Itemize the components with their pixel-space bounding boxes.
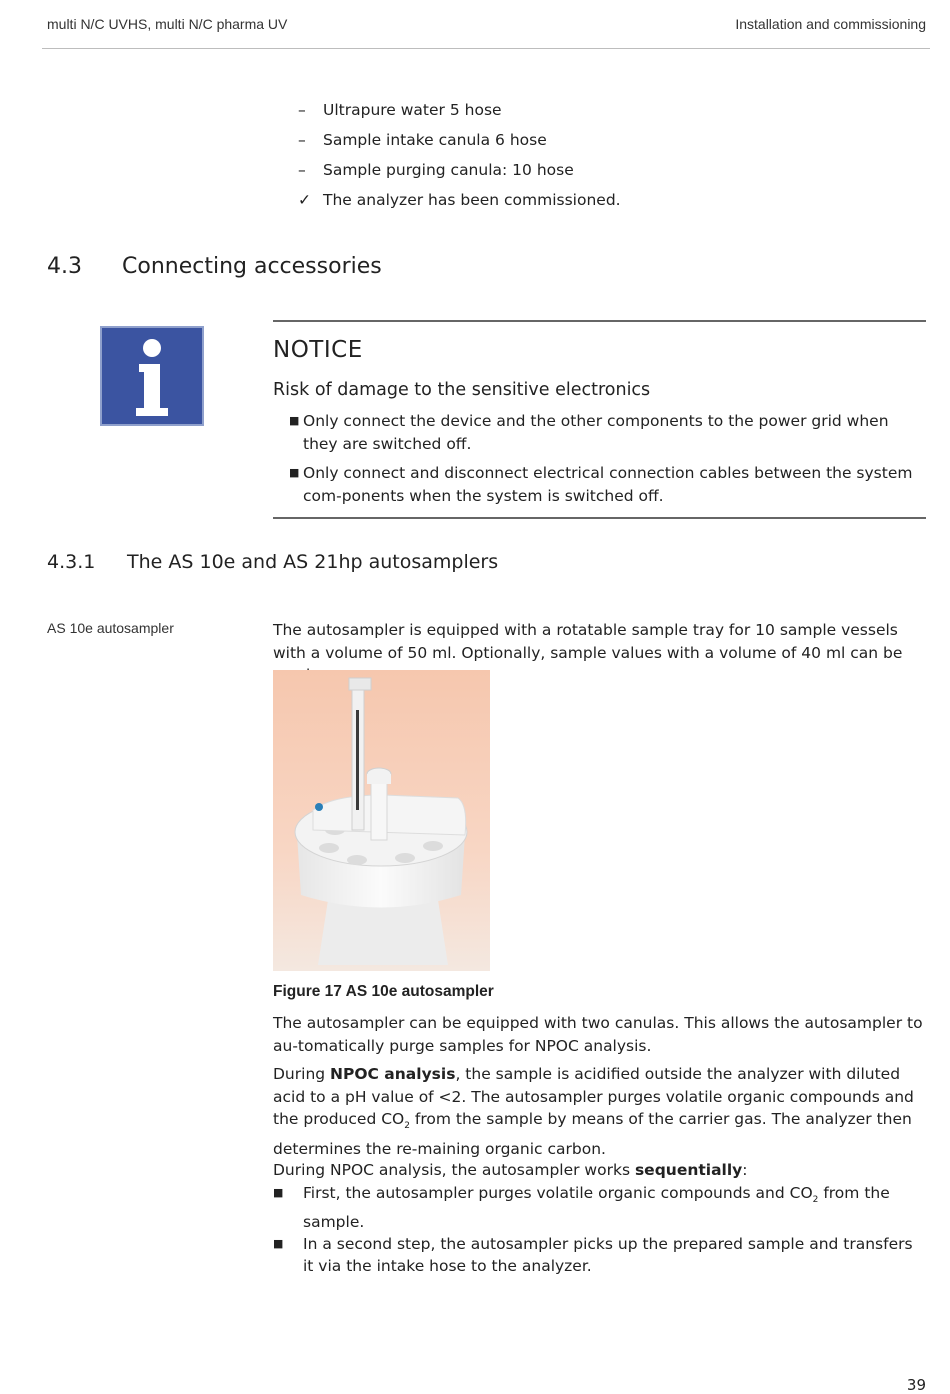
list-item (298, 128, 621, 158)
subsection-number: 4.3.1 (47, 551, 96, 573)
list-item (273, 1182, 926, 1233)
text-run: from the sample. (303, 1184, 890, 1232)
square-bullet-icon: ■ (289, 466, 300, 479)
list-item (273, 1233, 926, 1277)
figure-caption: Figure 17 AS 10e autosampler (273, 983, 494, 1000)
intro-list (298, 98, 621, 218)
autosampler-photo (273, 670, 490, 971)
list-item-text (303, 1182, 926, 1233)
square-bullet-icon: ■ (289, 414, 300, 427)
header-divider (42, 48, 930, 49)
info-icon (100, 326, 204, 426)
list-item-text: Sample purging canula: 10 hose (323, 161, 574, 179)
paragraph: The autosampler is equipped with a rotatable sample tray for 10 sample vessels with a volume of 50 ml. Optionally, sample values with a volume of 40 ml can be (273, 621, 903, 662)
subsection-title: The AS 10e and AS 21hp autosamplers (127, 551, 499, 573)
subscript: 2 (812, 1195, 819, 1206)
dash-marker: – (298, 131, 306, 149)
text-run: from the sample by means of the carrier gas. The analyzer then determines the re-maining organic carbon. (273, 1110, 912, 1158)
margin-label: AS 10e autosampler (47, 620, 174, 636)
checkmark-icon: ✓ (298, 191, 311, 209)
subscript: 2 (404, 1121, 410, 1132)
list-item (298, 158, 621, 188)
list-item (298, 98, 621, 128)
section-title: Connecting accessories (122, 254, 382, 279)
text-run: , the sample is acidified outside the analyzer with diluted acid to a pH value of <2. The autosampler purges volatile organic compounds and the produced CO (273, 1065, 914, 1128)
steps-list (273, 1182, 926, 1277)
running-header-left: multi N/C UVHS, multi N/C pharma UV (47, 16, 288, 32)
text-run: During NPOC analysis, the autosampler works (273, 1161, 635, 1179)
notice-subtitle: Risk of damage to the sensitive electronics (273, 380, 651, 400)
list-item-text: Ultrapure water 5 hose (323, 101, 502, 119)
list-item-text: Sample intake canula 6 hose (323, 131, 547, 149)
text-run: During (273, 1065, 331, 1083)
bold-term: NPOC analysis (330, 1065, 456, 1083)
list-item-text: In a second step, the autosampler picks up the prepared sample and transfers it via the intake hose to the analyzer. (303, 1235, 913, 1276)
running-header-right: Installation and commissioning (735, 16, 926, 32)
dash-marker: – (298, 161, 306, 179)
list-item-text: The analyzer has been commissioned. (323, 191, 621, 209)
square-bullet-icon: ■ (273, 1186, 284, 1199)
list-item-text: Only connect and disconnect electrical connection cables between the system com-ponents when the system is switched off. (303, 464, 913, 505)
list-item-text: Only connect the device and the other components to the power grid when they are switched off. (303, 412, 889, 453)
section-number: 4.3 (47, 254, 82, 279)
notice-list (273, 410, 926, 514)
list-item (273, 462, 926, 507)
text-run: : (742, 1161, 748, 1179)
square-bullet-icon: ■ (273, 1237, 284, 1251)
notice-title: NOTICE (273, 337, 363, 363)
dash-marker: – (298, 101, 306, 119)
list-item (298, 188, 621, 218)
notice-top-rule (273, 320, 926, 322)
page-number: 39 (906, 1376, 926, 1394)
paragraph (273, 1159, 926, 1182)
list-item (273, 410, 926, 455)
text-run: First, the autosampler purges volatile organic compounds and CO (303, 1184, 813, 1202)
bold-term: sequentially (634, 1161, 743, 1179)
paragraph (273, 1063, 926, 1160)
notice-bottom-rule (273, 517, 926, 519)
paragraph: The autosampler can be equipped with two canulas. This allows the autosampler to au-tomatically purge samples for NPOC analysis. (273, 1014, 923, 1055)
